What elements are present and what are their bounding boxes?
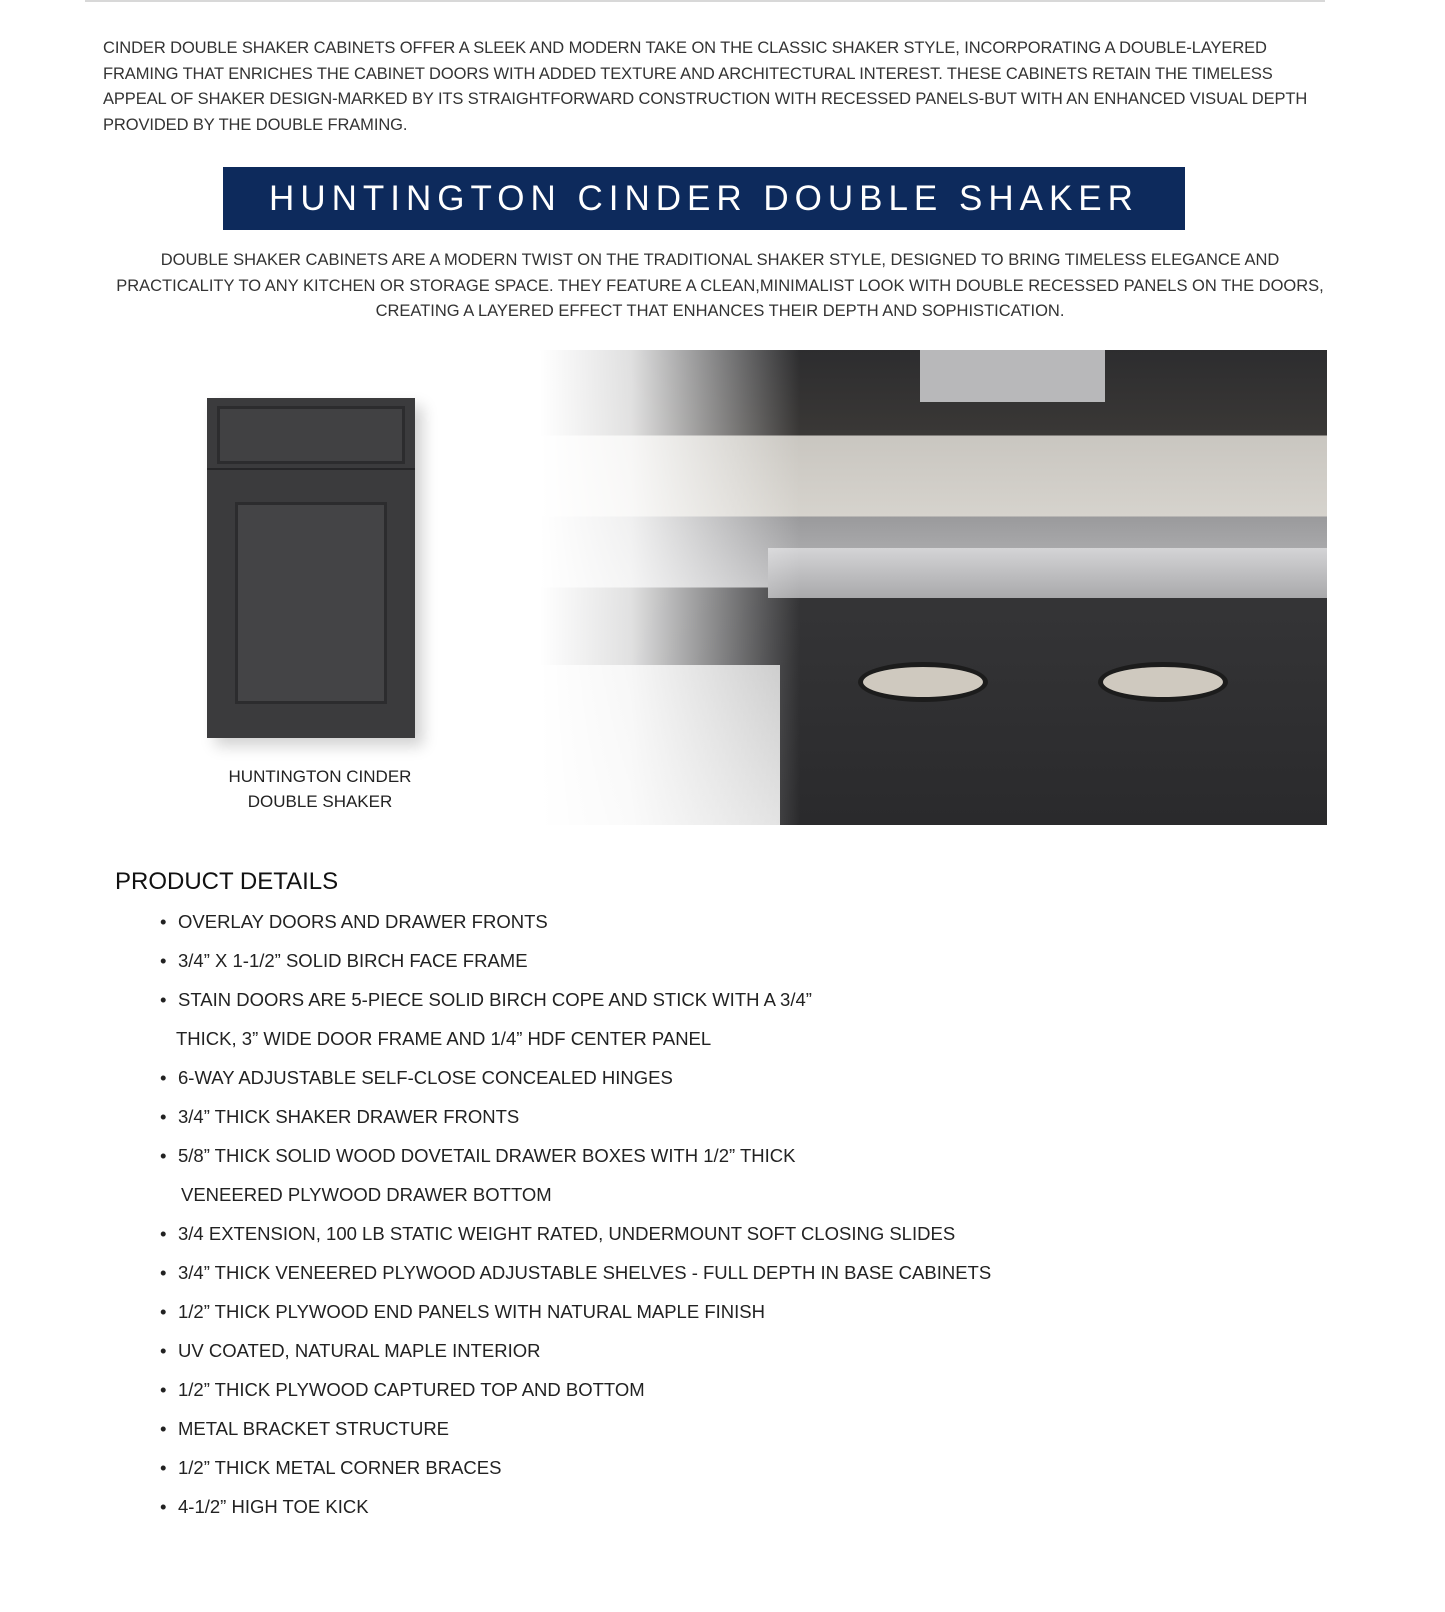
list-item: • 1/2” THICK PLYWOOD CAPTURED TOP AND BOTTOM xyxy=(160,1376,991,1415)
list-item: • OVERLAY DOORS AND DRAWER FRONTS xyxy=(160,908,991,947)
range-hood xyxy=(920,350,1105,402)
list-item: • 6-WAY ADJUSTABLE SELF-CLOSE CONCEALED HINGES xyxy=(160,1064,991,1103)
image-fade xyxy=(540,350,800,825)
door-panel xyxy=(235,502,387,704)
top-divider xyxy=(85,0,1325,2)
caption-line: DOUBLE SHAKER xyxy=(247,792,393,811)
drawer-front xyxy=(217,406,405,464)
list-item: • 3/4 EXTENSION, 100 LB STATIC WEIGHT RATED, UNDERMOUNT SOFT CLOSING SLIDES xyxy=(160,1220,991,1259)
list-item: • 3/4” THICK VENEERED PLYWOOD ADJUSTABLE SHELVES - FULL DEPTH IN BASE CABINETS xyxy=(160,1259,991,1298)
list-item: • 3/4” THICK SHAKER DRAWER FRONTS xyxy=(160,1103,991,1142)
list-item: • 3/4” X 1-1/2” SOLID BIRCH FACE FRAME xyxy=(160,947,991,986)
product-details-heading: PRODUCT DETAILS xyxy=(115,868,339,895)
intro-paragraph: CINDER DOUBLE SHAKER CABINETS OFFER A SLEEK AND MODERN TAKE ON THE CLASSIC SHAKER STYLE, INCORPORATING A DOUBLE-LAYERED FRAMING THAT ENRICHES THE CABINET DOORS WITH ADDED TEXTURE AND ARCHITECTURAL INTEREST. THESE CABINETS RETAIN THE TIMELESS APPEAL OF SHAKER DESIGN-MARKED BY ITS STRAIGHTFORWARD CONSTRUCTION WITH RECESSED PANELS-BUT WITH AN ENHANCED VISUAL DEPTH PROVIDED BY THE DOUBLE FRAMING. xyxy=(103,39,1308,134)
title-banner: HUNTINGTON CINDER DOUBLE SHAKER xyxy=(223,167,1185,230)
list-item: • 1/2” THICK PLYWOOD END PANELS WITH NATURAL MAPLE FINISH xyxy=(160,1298,991,1337)
caption-line: HUNTINGTON CINDER xyxy=(228,767,412,786)
list-item: • 4-1/2” HIGH TOE KICK xyxy=(160,1493,991,1532)
list-item-continuation: THICK, 3” WIDE DOOR FRAME AND 1/4” HDF CENTER PANEL xyxy=(176,1028,712,1049)
door-gap xyxy=(207,468,415,470)
list-item: • STAIN DOORS ARE 5-PIECE SOLID BIRCH COPE AND STICK WITH A 3/4” xyxy=(160,986,991,1025)
door-sample-image xyxy=(207,398,415,738)
list-item: • METAL BRACKET STRUCTURE xyxy=(160,1415,991,1454)
list-item: • 5/8” THICK SOLID WOOD DOVETAIL DRAWER BOXES WITH 1/2” THICK xyxy=(160,1142,991,1181)
door-caption xyxy=(200,764,440,814)
bar-stool xyxy=(1098,662,1228,702)
list-item-continuation: VENEERED PLYWOOD DRAWER BOTTOM xyxy=(181,1184,552,1205)
island-countertop xyxy=(768,548,1327,598)
list-item: • 1/2” THICK METAL CORNER BRACES xyxy=(160,1454,991,1493)
list-item: • UV COATED, NATURAL MAPLE INTERIOR xyxy=(160,1337,991,1376)
product-details-list xyxy=(160,908,991,1532)
kitchen-photo xyxy=(540,350,1327,825)
bar-stool xyxy=(858,662,988,702)
subtitle-paragraph: DOUBLE SHAKER CABINETS ARE A MODERN TWIST ON THE TRADITIONAL SHAKER STYLE, DESIGNED TO BRING TIMELESS ELEGANCE AND PRACTICALITY TO ANY KITCHEN OR STORAGE SPACE. THEY FEATURE A CLEAN,MINIMALIST LOOK WITH DOUBLE RECESSED PANELS ON THE DOORS, CREATING A LAYERED EFFECT THAT ENHANCES THEIR DEPTH AND SOPHISTICATION. xyxy=(116,251,1324,320)
